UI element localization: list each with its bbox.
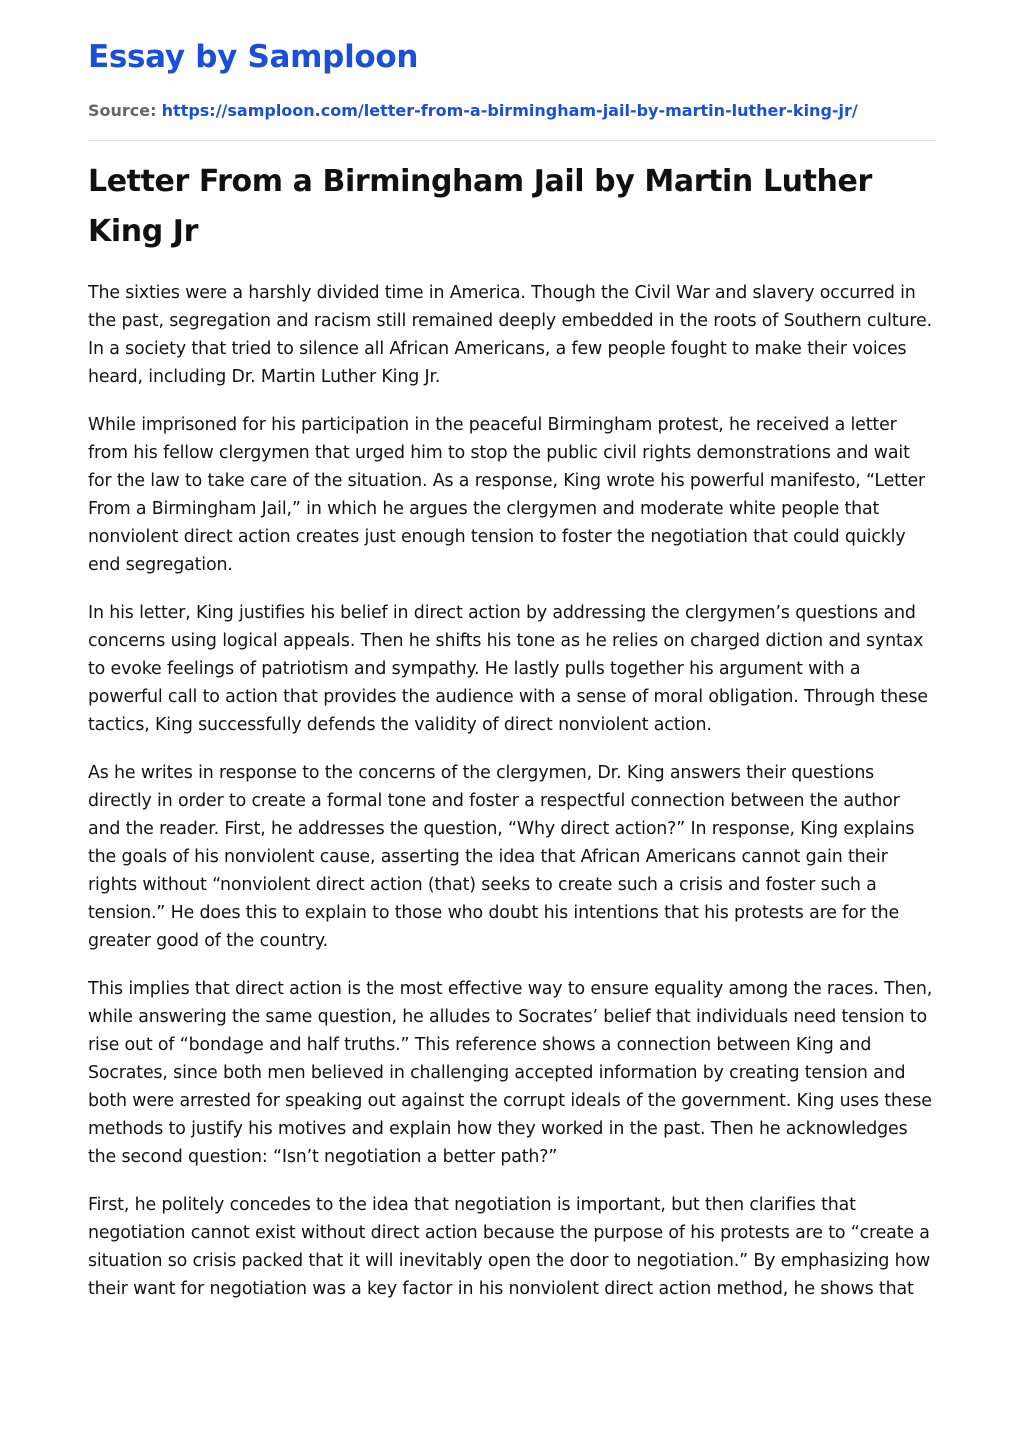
- essay-paragraph: The sixties were a harshly divided time in America. Though the Civil War and slavery occurred in the past, segregation and racism still remained deeply embedded in the roots of Southern culture. In a society that tried to silence all African Americans, a few people fought to make their voices heard, including Dr. Martin Luther King Jr.: [88, 283, 932, 387]
- essay-body: [88, 279, 936, 1303]
- essay-paragraph: While imprisoned for his participation in the peaceful Birmingham protest, he received a letter from his fellow clergymen that urged him to stop the public civil rights demonstrations and wait for the law to take care of the situation. As a response, King wrote his powerful manifesto, “Letter From a Birmingham Jail,” in which he argues the clergymen and moderate white people that nonviolent direct action creates just enough tension to foster the negotiation that could quickly end segregation.: [88, 415, 926, 575]
- site-brand[interactable]: Essay by Samploon: [88, 39, 419, 75]
- essay-page: [88, 0, 936, 1323]
- source-link[interactable]: https://samploon.com/letter-from-a-birmingham-jail-by-martin-luther-king-jr/: [161, 101, 858, 120]
- essay-title: Letter From a Birmingham Jail by Martin Luther King Jr: [88, 164, 872, 249]
- source-label: Source:: [88, 101, 157, 120]
- essay-paragraph: As he writes in response to the concerns of the clergymen, Dr. King answers their questions directly in order to create a formal tone and foster a respectful connection between the author and the reader. First, he addresses the question, “Why direct action?” In response, King explains the goals of his nonviolent cause, asserting the idea that African Americans cannot gain their rights without “nonviolent direct action (that) seeks to create such a crisis and foster such a tension.” He does this to explain to those who doubt his intentions that his protests are for the greater good of the country.: [88, 763, 915, 951]
- header-divider: [88, 140, 936, 141]
- source-line: [88, 100, 936, 122]
- essay-paragraph: This implies that direct action is the most effective way to ensure equality among the races. Then, while answering the same question, he alludes to Socrates’ belief that individuals need tension to rise out of “bondage and half truths.” This reference shows a connection between King and Socrates, since both men believed in challenging accepted information by creating tension and both were arrested for speaking out against the corrupt ideals of the government. King uses these methods to justify his motives and explain how they worked in the past. Then he acknowledges the second question: “Isn’t negotiation a better path?”: [88, 979, 933, 1167]
- essay-paragraph: First, he politely concedes to the idea that negotiation is important, but then clarifies that negotiation cannot exist without direct action because the purpose of his protests are to “create a situation so crisis packed that it will inevitably open the door to negotiation.” By emphasizing how their want for negotiation was a key factor in his nonviolent direct action method, he shows that: [88, 1195, 931, 1299]
- essay-paragraph: In his letter, King justifies his belief in direct action by addressing the clergymen’s questions and concerns using logical appeals. Then he shifts his tone as he relies on charged diction and syntax to evoke feelings of patriotism and sympathy. He lastly pulls together his argument with a powerful call to action that provides the audience with a sense of moral obligation. Through these tactics, King successfully defends the validity of direct nonviolent action.: [88, 603, 928, 735]
